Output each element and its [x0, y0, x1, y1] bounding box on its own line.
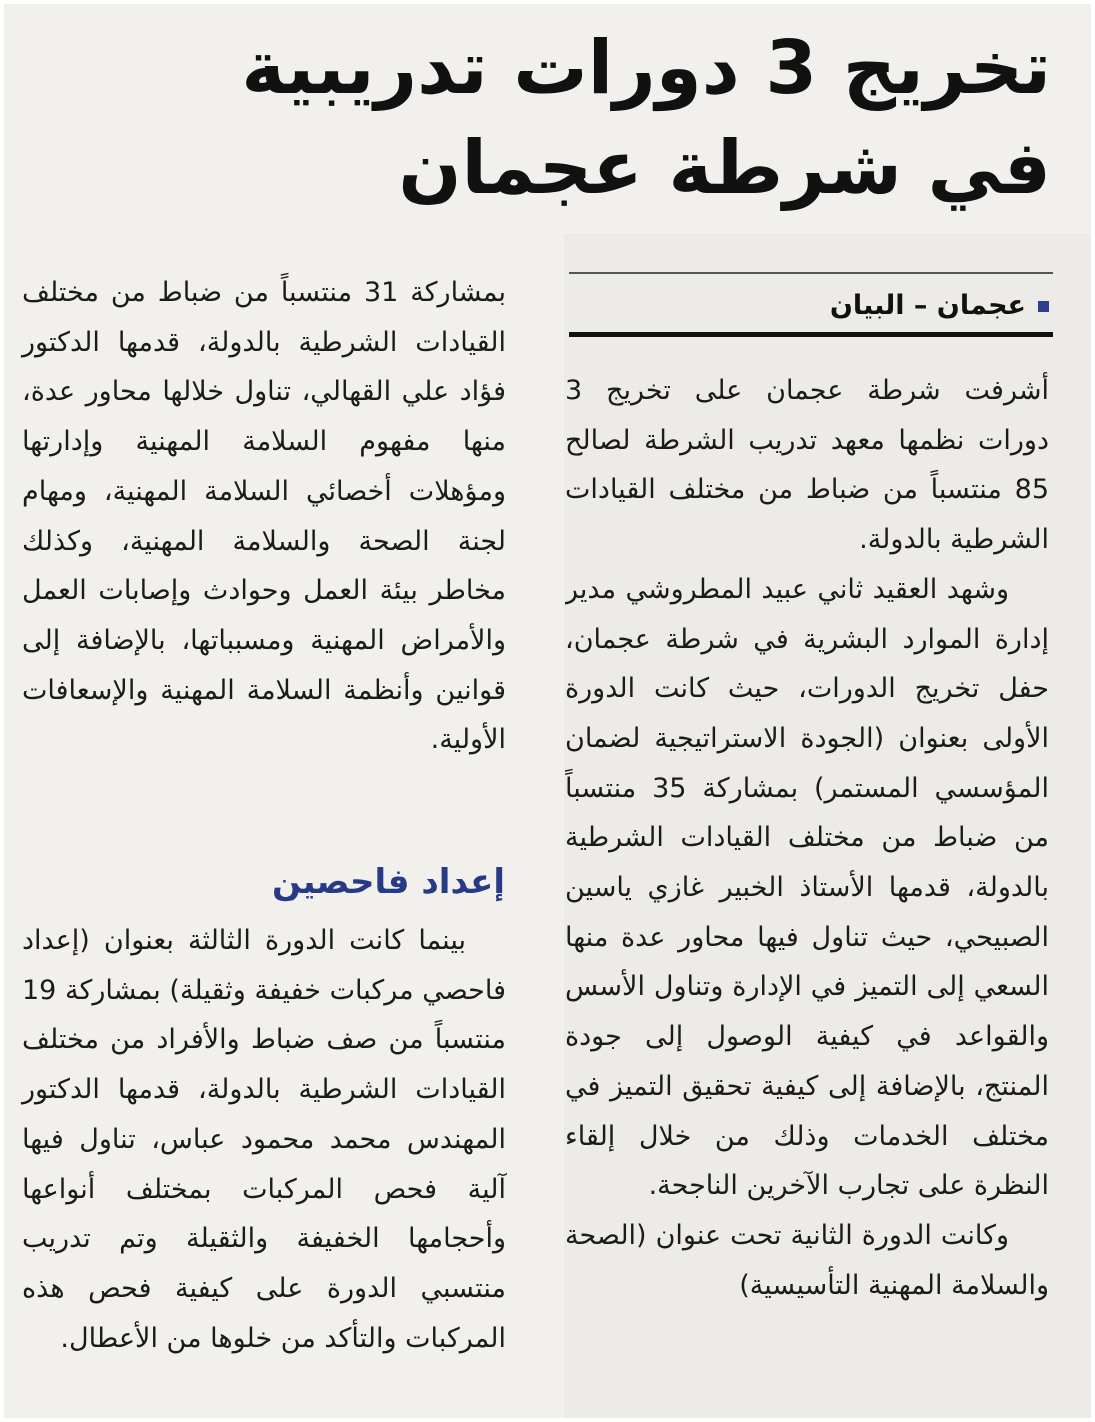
right-paragraph-2: وشهد العقيد ثاني عبيد المطروشي مدير إدارة الموارد البشرية في شرطة عجمان، حفل تخريج الدورات، حيث كانت الدورة الأولى بعنوان (الجودة الاستراتيجية لضمان المؤسسي المستمر) بمشاركة 35 منتسباً من ضباط من مختلف القيادات الشرطية بالدولة، قدمها الأستاذ الخبير غازي ياسين الصبيحي، حيث تناول فيها محاور عدة منها السعي إلى التميز في الإدارة وتناول الأسس والقواعد في كيفية الوصول إلى جودة المنتج، بالإضافة إلى كيفية تحقيق التميز في مختلف الخدمات وذلك من خلال إلقاء النظرة على تجارب الآخرين الناجحة. [565, 573, 1049, 1202]
headline-line-2: في شرطة عجمان [398, 125, 1051, 211]
square-bullet-icon [1038, 301, 1049, 312]
right-column [565, 366, 1049, 1411]
section-subhead: إعداد فاحصين [272, 862, 505, 902]
newspaper-clipping [4, 4, 1091, 1418]
right-paragraph-1: أشرفت شرطة عجمان على تخريج 3 دورات نظمها معهد تدريب الشرطة لصالح 85 منتسباً من ضباط من مختلف القيادات الشرطية بالدولة. [565, 375, 1049, 556]
left-column-top [22, 268, 506, 765]
left-paragraph-2: بينما كانت الدورة الثالثة بعنوان (إعداد فاحصي مركبات خفيفة وثقيلة) بمشاركة 19 منتسباً من صف ضباط والأفراد من مختلف القيادات الشرطية بالدولة، قدمها الدكتور المهندس محمد محمود عباس، تناول فيها آلية فحص المركبات بمختلف أنواعها وأحجامها الخفيفة والثقيلة وتم تدريب منتسبي الدورة على كيفية فحص هذه المركبات والتأكد من خلوها من الأعطال. [22, 925, 506, 1354]
left-paragraph-1: بمشاركة 31 منتسباً من ضباط من مختلف القيادات الشرطية بالدولة، قدمها الدكتور فؤاد علي القهالي، تناول خلالها محاور عدة، منها مفهوم السلامة المهنية وإدارتها ومؤهلات أخصائي السلامة المهنية، ومهام لجنة الصحة والسلامة المهنية، وكذلك مخاطر بيئة العمل وحوادث وإصابات العمل والأمراض المهنية ومسبباتها، بالإضافة إلى قوانين وأنظمة السلامة المهنية والإسعافات الأولية. [22, 277, 506, 756]
byline [569, 286, 1049, 326]
headline [241, 18, 1051, 218]
byline-text: عجمان – البيان [829, 290, 1026, 321]
left-column-bottom [22, 916, 506, 1363]
byline-bottom-rule [569, 332, 1053, 337]
right-paragraph-3: وكانت الدورة الثانية تحت عنوان (الصحة والسلامة المهنية التأسيسية) [565, 1219, 1049, 1301]
byline-top-rule [569, 272, 1053, 274]
headline-line-1: تخريج 3 دورات تدريبية [241, 25, 1051, 111]
